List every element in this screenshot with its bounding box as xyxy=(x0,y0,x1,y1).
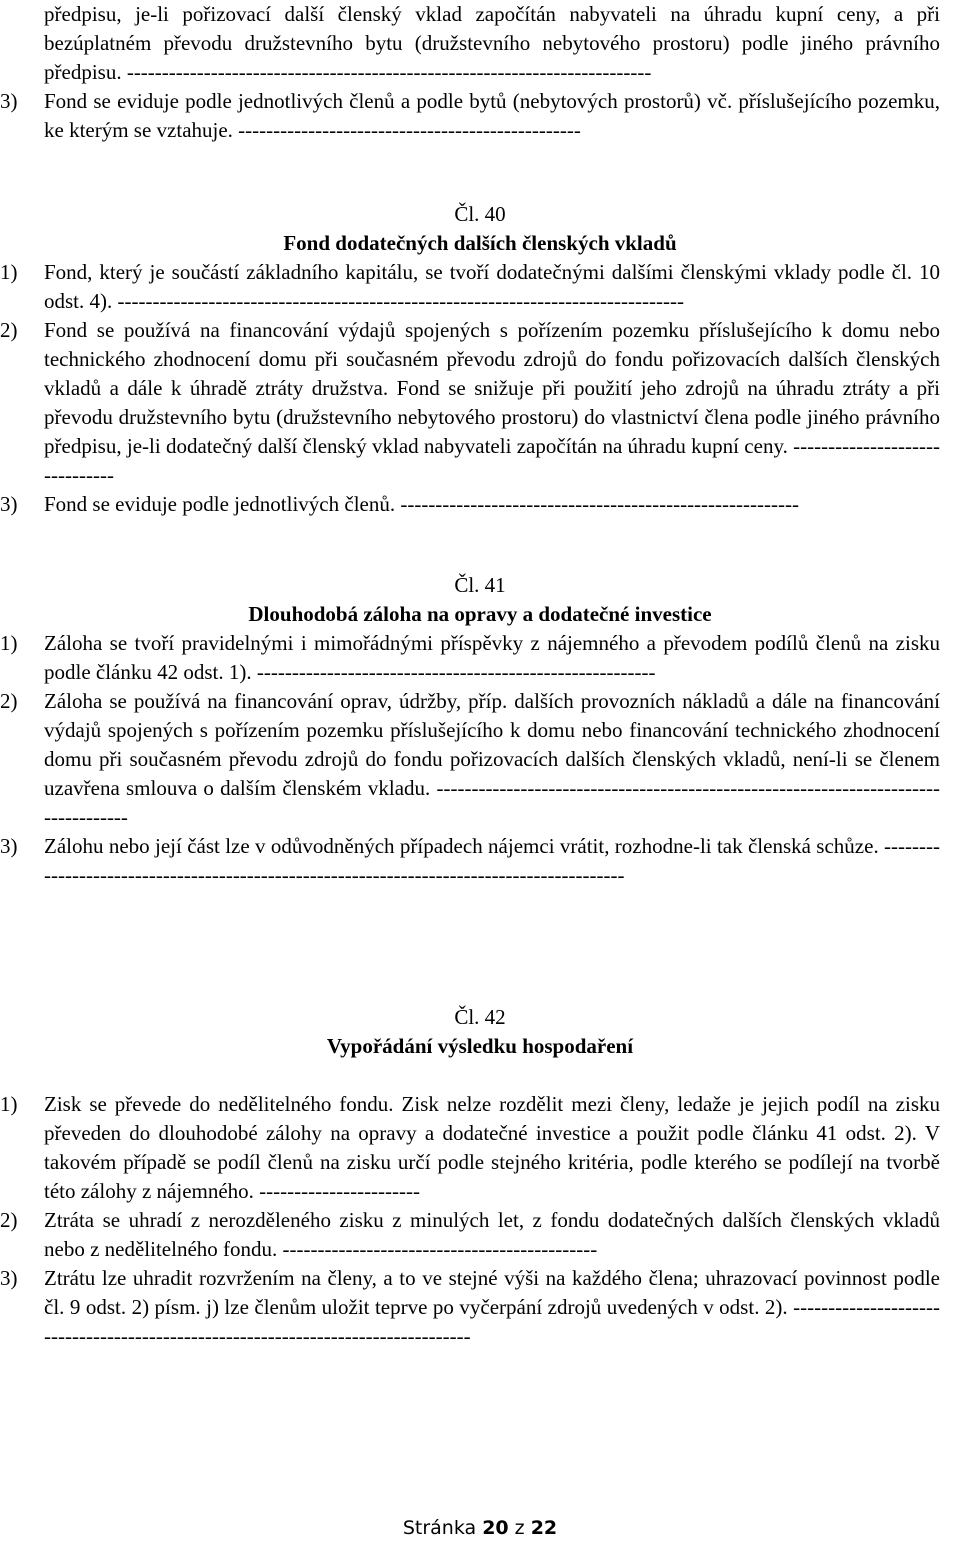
item-text: Zálohu nebo její část lze v odůvodněných případech nájemci vrátit, rozhodne-li tak členská schůze. ------------------------------------------------------------------------------------------- xyxy=(44,834,940,887)
article-title: Dlouhodobá záloha na opravy a dodatečné investice xyxy=(248,602,712,626)
item-text: Ztráta se uhradí z nerozděleného zisku z minulých let, z fondu dodatečných dalších členských vkladů nebo z nedělitelného fondu. --------------------------------------------- xyxy=(44,1208,940,1261)
item-text: Ztrátu lze uhradit rozvržením na členy, a to ve stejné výši na každého člena; uhrazovací povinnost podle čl. 9 odst. 2) písm. j) lze členům uložit teprve po vyčerpání zdrojů uvedených v odst. 2). ---------------------------------------------------------------------------------- xyxy=(44,1266,940,1348)
list-item xyxy=(0,1090,940,1206)
item-text: Fond se používá na financování výdajů spojených s pořízením pozemku příslušejícího k domu nebo technického zhodnocení domu při současném převodu zdrojů do fondu pořizovacích dalších členských vkladů a dále k úhradě ztráty družstva. Fond se snižuje při použití jeho zdrojů na úhradu ztráty a při převodu družstevního bytu (družstevního nebytového prostoru) do vlastnictví člena podle jiného právního předpisu, je-li dodatečný další členský vklad nabyvateli započítán na úhradu kupní ceny. ------------------------------- xyxy=(44,318,940,487)
list-item xyxy=(0,87,940,145)
current-page-number: 20 xyxy=(482,1517,509,1539)
article-number: Čl. 41 xyxy=(454,573,506,597)
list-item xyxy=(0,687,940,832)
article-title: Fond dodatečných dalších členských vkladů xyxy=(283,231,677,255)
footer-prefix: Stránka xyxy=(402,1517,483,1539)
list-item xyxy=(0,1264,940,1351)
item-text: Fond se eviduje podle jednotlivých členů a podle bytů (nebytových prostorů) vč. příslušejícího pozemku, ke kterým se vztahuje. ------------------------------------------------- xyxy=(44,89,940,142)
list-item xyxy=(0,490,940,519)
item-text: Záloha se používá na financování oprav, údržby, příp. dalších provozních nákladů a dále na financování výdajů spojených s pořízením pozemku příslušejícího k domu nebo financování technického zhodnocení domu při současném převodu zdrojů do fondu pořizovacích dalších členských vkladů, není-li se členem uzavřena smlouva o dalším členském vkladu. ------------------------------------------------------------------------------------ xyxy=(44,689,940,829)
article-number: Čl. 40 xyxy=(454,202,506,226)
paragraph-continuation: předpisu, je-li pořizovací další členský vklad započítán nabyvateli na úhradu kupní ceny, a při bezúplatném převodu družstevního bytu (družstevního nebytového prostoru) podle jiného právního předpisu. --------------------------------------------------------------------------- xyxy=(44,2,940,84)
page-footer xyxy=(0,1517,960,1539)
footer-middle: z xyxy=(508,1517,531,1539)
item-number: 2) xyxy=(0,318,18,342)
item-number: 3) xyxy=(0,89,18,113)
item-number: 3) xyxy=(0,834,18,858)
article-title: Vypořádání výsledku hospodaření xyxy=(326,1034,634,1058)
list-item xyxy=(0,1206,940,1264)
item-text: Záloha se tvoří pravidelnými i mimořádnými příspěvky z nájemného a převodem podílů členů na zisku podle článku 42 odst. 1). --------------------------------------------------------- xyxy=(44,631,940,684)
item-number: 2) xyxy=(0,689,18,713)
list-item xyxy=(0,258,940,316)
total-pages-number: 22 xyxy=(530,1517,558,1539)
item-text: Fond, který je součástí základního kapitálu, se tvoří dodatečnými dalšími členskými vklady podle čl. 10 odst. 4). --------------------------------------------------------------------------------- xyxy=(44,260,940,313)
item-number: 3) xyxy=(0,492,18,516)
item-text: Zisk se převede do nedělitelného fondu. Zisk nelze rozdělit mezi členy, ledaže je jejich podíl na zisku převeden do dlouhodobé zálohy na opravy a dodatečné investice a použit podle článku 41 odst. 2). V takovém případě se podíl členů na zisku určí podle stejného kritéria, podle kterého se podílejí na tvorbě této zálohy z nájemného. ----------------------- xyxy=(44,1092,940,1203)
item-number: 1) xyxy=(0,1092,18,1116)
item-number: 3) xyxy=(0,1266,18,1290)
article-number: Čl. 42 xyxy=(454,1005,506,1029)
list-item xyxy=(0,629,940,687)
item-text: Fond se eviduje podle jednotlivých členů. --------------------------------------------------------- xyxy=(44,492,799,516)
item-number: 1) xyxy=(0,631,18,655)
list-item xyxy=(0,316,940,490)
item-number: 2) xyxy=(0,1208,18,1232)
item-number: 1) xyxy=(0,260,18,284)
list-item xyxy=(0,832,940,890)
